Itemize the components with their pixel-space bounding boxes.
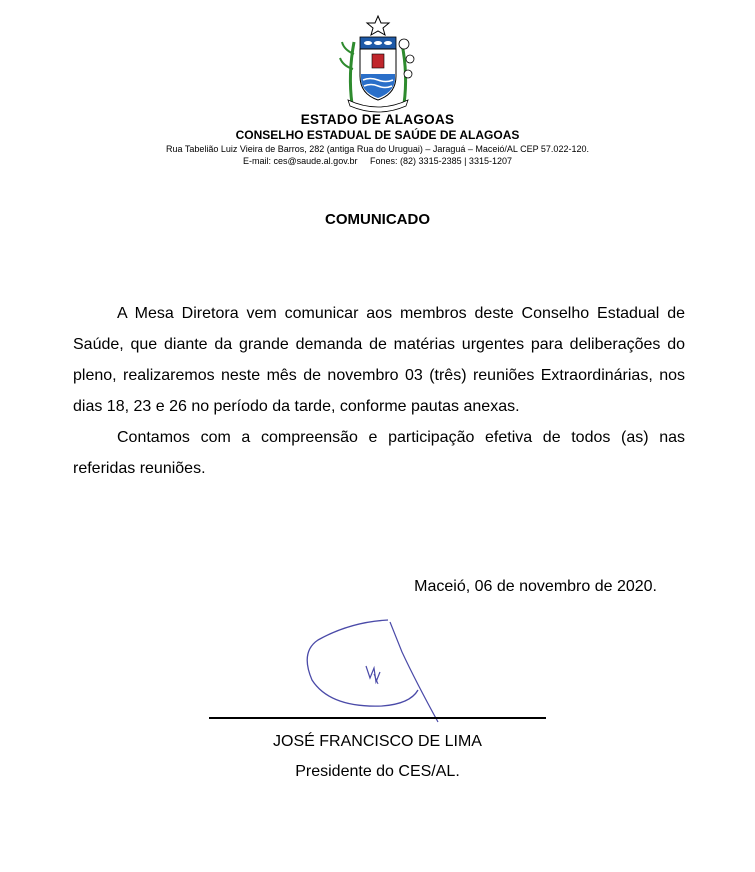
- signatory-name: JOSÉ FRANCISCO DE LIMA: [273, 733, 482, 750]
- place-date: Maceió, 06 de novembro de 2020.: [414, 578, 657, 595]
- paragraph-1: A Mesa Diretora vem comunicar aos membros deste Conselho Estadual de Saúde, que diante da grande demanda de matérias urgentes para deliberações do pleno, realizaremos neste mês de novembro 03 (três) reuniões Extraordinárias, nos dias 18, 23 e 26 no período da tarde, conforme pautas anexas.: [73, 305, 685, 415]
- council-heading: CONSELHO ESTADUAL DE SAÚDE DE ALAGOAS: [235, 128, 520, 142]
- state-heading: ESTADO DE ALAGOAS: [300, 112, 455, 127]
- handwritten-signature-icon: [290, 612, 460, 732]
- signature-line: [209, 717, 546, 719]
- paragraph-2: Contamos com a compreensão e participação efetiva de todos (as) nas referidas reuniões.: [73, 429, 685, 477]
- document-body: [73, 298, 685, 484]
- contact-line: E-mail: ces@saude.al.gov.br Fones: (82) 3315-2385 | 3315-1207: [243, 156, 512, 166]
- alagoas-coat-of-arms-icon: [334, 14, 422, 114]
- signatory-role: Presidente do CES/AL.: [295, 763, 460, 780]
- document-title: COMUNICADO: [325, 211, 430, 228]
- address-line: Rua Tabelião Luiz Vieira de Barros, 282 (antiga Rua do Uruguai) – Jaraguá – Maceió/AL CEP 57.022-120.: [166, 144, 589, 154]
